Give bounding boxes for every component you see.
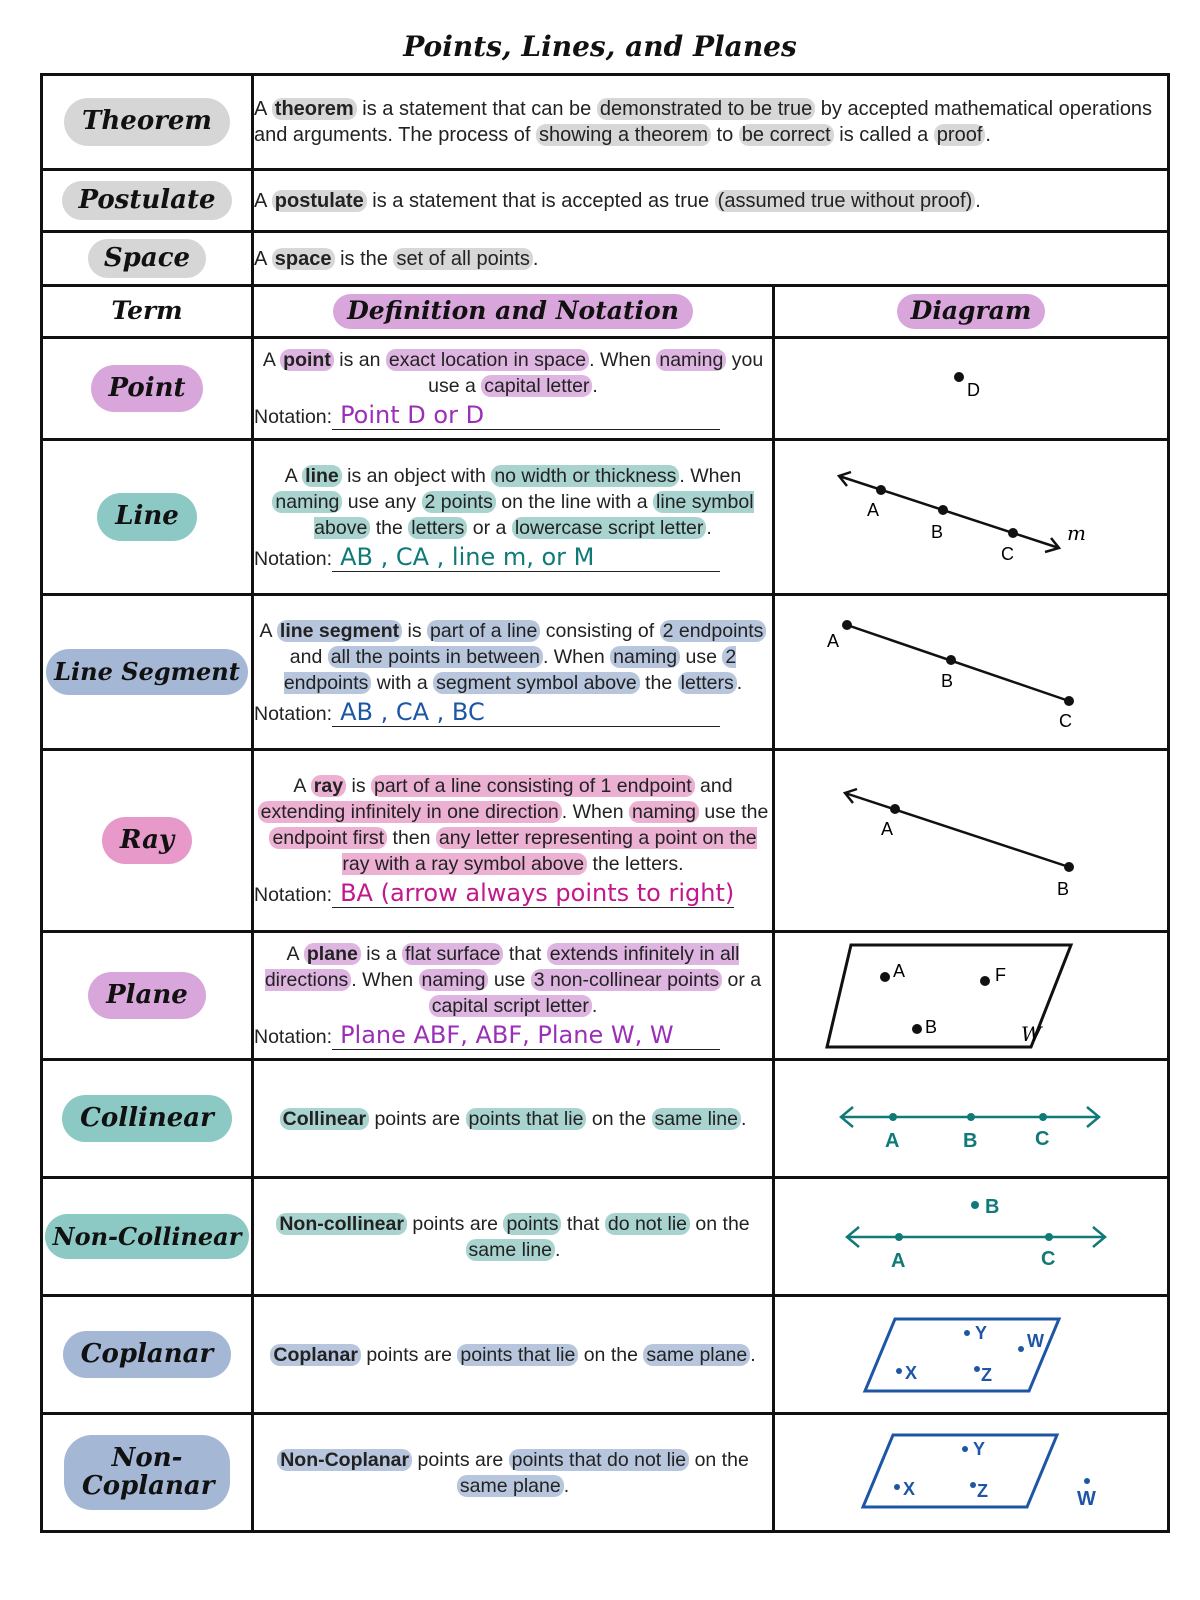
diagram-cell bbox=[774, 932, 1169, 1060]
notation-value: Plane ABF, ABF, Plane W, W bbox=[332, 1021, 720, 1050]
definition-cell: A ray is part of a line consisting of 1 endpoint and extending infinitely in one direction . When naming use the endpoint first then any letter representing a point on the ray with a ray symbol above the letters. Notation: BA (arrow always points to right) bbox=[253, 750, 774, 932]
svg-text:F: F bbox=[995, 964, 1006, 985]
svg-text:W: W bbox=[1027, 1330, 1044, 1351]
term-label: Non-Coplanar bbox=[64, 1435, 230, 1510]
svg-text:B: B bbox=[931, 522, 944, 542]
definition-cell: Coplanar points are points that lie on the same plane . bbox=[253, 1296, 774, 1414]
term-cell bbox=[42, 932, 253, 1060]
svg-text:X: X bbox=[905, 1362, 918, 1383]
row-non-collinear bbox=[42, 1178, 1169, 1296]
header-definition: Definition and Notation bbox=[253, 286, 774, 338]
non-collinear-diagram bbox=[781, 1181, 1161, 1293]
term-label: Theorem bbox=[64, 98, 230, 145]
row-line bbox=[42, 440, 1169, 595]
diagram-cell bbox=[774, 750, 1169, 932]
non-coplanar-diagram bbox=[781, 1417, 1161, 1529]
point-diagram bbox=[781, 341, 1161, 437]
term-cell bbox=[42, 75, 253, 170]
term-label: Point bbox=[91, 365, 204, 412]
svg-text:C: C bbox=[1035, 1127, 1050, 1150]
svg-text:A: A bbox=[885, 1129, 900, 1152]
row-point bbox=[42, 338, 1169, 440]
svg-text:A: A bbox=[891, 1249, 906, 1272]
header-term: Term bbox=[42, 286, 253, 338]
svg-text:Z: Z bbox=[977, 1480, 988, 1501]
ray-diagram bbox=[781, 753, 1161, 929]
diagram-cell bbox=[774, 1060, 1169, 1178]
row-line-segment bbox=[42, 595, 1169, 750]
svg-text:B: B bbox=[941, 671, 954, 691]
plane-diagram bbox=[781, 935, 1161, 1057]
diagram-cell bbox=[774, 1414, 1169, 1532]
notation-value: BA (arrow always points to right) bbox=[332, 879, 734, 908]
term-cell bbox=[42, 1414, 253, 1532]
row-plane bbox=[42, 932, 1169, 1060]
diagram-cell bbox=[774, 1296, 1169, 1414]
term-cell bbox=[42, 1296, 253, 1414]
collinear-diagram bbox=[781, 1063, 1161, 1175]
svg-text:D: D bbox=[967, 379, 980, 400]
svg-text:m: m bbox=[1067, 521, 1086, 545]
definition-cell: A line segment is part of a line consisting of 2 endpoints and all the points in between . When naming use 2 endpoints with a segment symbol above the letters . Notation: AB , CA , BC bbox=[253, 595, 774, 750]
row-coplanar bbox=[42, 1296, 1169, 1414]
diagram-cell bbox=[774, 1178, 1169, 1296]
svg-text:C: C bbox=[1001, 544, 1014, 564]
svg-text:B: B bbox=[1057, 878, 1070, 899]
definition-cell: Non-collinear points are points that do not lie on the same line . bbox=[253, 1178, 774, 1296]
term-cell bbox=[42, 1178, 253, 1296]
page-title: Points, Lines, and Planes bbox=[403, 30, 797, 63]
svg-text:Y: Y bbox=[975, 1322, 988, 1343]
term-cell bbox=[42, 595, 253, 750]
svg-text:A: A bbox=[867, 500, 880, 520]
row-collinear bbox=[42, 1060, 1169, 1178]
svg-text:C: C bbox=[1041, 1247, 1056, 1270]
diagram-cell bbox=[774, 595, 1169, 750]
term-cell bbox=[42, 440, 253, 595]
svg-text:B: B bbox=[985, 1195, 1000, 1218]
definition-cell: A space is the set of all points . bbox=[253, 232, 1169, 286]
row-ray bbox=[42, 750, 1169, 932]
svg-text:B: B bbox=[963, 1129, 978, 1152]
notation-value: Point D or D bbox=[332, 401, 720, 430]
svg-text:A: A bbox=[881, 818, 894, 839]
svg-text:W: W bbox=[1021, 1021, 1042, 1046]
svg-text:A: A bbox=[893, 960, 906, 981]
term-cell bbox=[42, 338, 253, 440]
table-header bbox=[42, 286, 1169, 338]
term-label: Collinear bbox=[62, 1095, 232, 1142]
svg-text:A: A bbox=[827, 631, 840, 651]
term-label: Coplanar bbox=[63, 1331, 231, 1378]
definition-cell: Collinear points are points that lie on the same line . bbox=[253, 1060, 774, 1178]
definition-cell: A point is an exact location in space . When naming you use a capital letter . Notation: Point D or D bbox=[253, 338, 774, 440]
diagram-cell bbox=[774, 440, 1169, 595]
row-postulate bbox=[42, 170, 1169, 232]
term-label: Line Segment bbox=[46, 649, 248, 694]
notation-value: AB , CA , line m, or M bbox=[332, 543, 720, 572]
term-label: Non-Collinear bbox=[45, 1214, 250, 1259]
notation-value: AB , CA , BC bbox=[332, 698, 720, 727]
svg-text:Z: Z bbox=[981, 1364, 992, 1385]
definition-cell: A line is an object with no width or thickness . When naming use any 2 points on the line with a line symbol above the letters or a lowercase script letter . Notation: AB , CA , line m, or M bbox=[253, 440, 774, 595]
header-diagram: Diagram bbox=[774, 286, 1169, 338]
row-space bbox=[42, 232, 1169, 286]
term-label: Plane bbox=[88, 972, 206, 1019]
svg-text:Y: Y bbox=[973, 1438, 986, 1459]
term-cell bbox=[42, 1060, 253, 1178]
coplanar-diagram bbox=[781, 1299, 1161, 1411]
term-label: Ray bbox=[102, 817, 192, 864]
vocabulary-table bbox=[40, 73, 1170, 1533]
definition-cell: A postulate is a statement that is accepted as true (assumed true without proof) . bbox=[253, 170, 1169, 232]
row-non-coplanar bbox=[42, 1414, 1169, 1532]
definition-cell: A theorem is a statement that can be demonstrated to be true by accepted mathematical operations and arguments. The process of showing a theorem to be correct is called a proof . bbox=[253, 75, 1169, 170]
term-cell bbox=[42, 232, 253, 286]
term-cell bbox=[42, 750, 253, 932]
term-label: Postulate bbox=[62, 181, 231, 220]
row-theorem bbox=[42, 75, 1169, 170]
segment-diagram bbox=[781, 597, 1161, 747]
term-label: Space bbox=[88, 239, 206, 278]
definition-cell: Non-Coplanar points are points that do not lie on the same plane . bbox=[253, 1414, 774, 1532]
svg-text:W: W bbox=[1077, 1487, 1096, 1510]
diagram-cell bbox=[774, 338, 1169, 440]
definition-cell: A plane is a flat surface that extends infinitely in all directions . When naming use 3 non-collinear points or a capital script letter . Notation: Plane ABF, ABF, Plane W, W bbox=[253, 932, 774, 1060]
term-label: Line bbox=[97, 493, 197, 540]
svg-text:C: C bbox=[1059, 711, 1072, 731]
svg-text:B: B bbox=[925, 1016, 938, 1037]
svg-text:X: X bbox=[903, 1478, 916, 1499]
term-cell bbox=[42, 170, 253, 232]
line-diagram bbox=[781, 442, 1161, 592]
